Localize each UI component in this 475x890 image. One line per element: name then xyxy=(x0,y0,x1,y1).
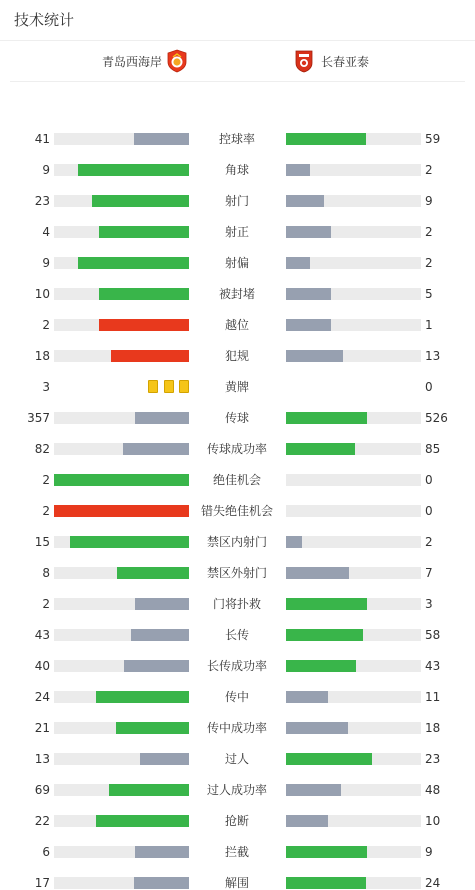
away-stat-bar-fill xyxy=(286,412,367,424)
home-stat-bar xyxy=(54,784,189,796)
away-stat-bar-fill xyxy=(286,536,302,548)
away-stat-value: 0 xyxy=(425,504,433,518)
away-stat-bar xyxy=(286,319,421,331)
away-stat-bar-fill xyxy=(286,350,343,362)
away-stat-value: 2 xyxy=(425,163,433,177)
page-title: 技术统计 xyxy=(0,0,475,41)
stat-row xyxy=(0,349,475,363)
away-stat-bar-fill xyxy=(286,195,324,207)
home-stat-bar-fill xyxy=(96,691,189,703)
stat-label: 越位 xyxy=(224,318,249,332)
stat-row xyxy=(0,380,475,394)
stat-label: 角球 xyxy=(224,163,249,177)
home-stat-bar-fill xyxy=(134,133,189,145)
home-stat-value: 43 xyxy=(34,628,50,642)
home-stat-bar-fill xyxy=(109,784,189,796)
away-stat-bar xyxy=(286,505,421,517)
home-stat-bar xyxy=(54,474,189,486)
away-stat-bar-fill xyxy=(286,257,310,269)
away-stat-value: 18 xyxy=(425,721,441,735)
away-team-badge-icon xyxy=(293,49,315,73)
home-stat-value: 18 xyxy=(34,349,50,363)
home-stat-value: 17 xyxy=(34,876,50,890)
home-stat-bar xyxy=(54,722,189,734)
away-stat-value: 2 xyxy=(425,256,433,270)
stat-row xyxy=(0,597,475,611)
away-stat-value: 3 xyxy=(425,597,433,611)
stat-label: 禁区内射门 xyxy=(206,535,267,549)
stat-row xyxy=(0,442,475,456)
away-stat-bar xyxy=(286,536,421,548)
home-stat-bar xyxy=(54,195,189,207)
stat-row xyxy=(0,690,475,704)
stat-label: 传中 xyxy=(224,690,249,704)
away-stat-bar-fill xyxy=(286,846,367,858)
away-stat-bar xyxy=(286,784,421,796)
away-stat-bar-fill xyxy=(286,164,310,176)
home-stat-bar-fill xyxy=(78,164,189,176)
away-stat-bar-fill xyxy=(286,784,341,796)
home-stat-bar xyxy=(54,598,189,610)
away-stat-value: 0 xyxy=(425,380,433,394)
away-stat-value: 526 xyxy=(425,411,448,425)
away-stat-bar xyxy=(286,598,421,610)
stat-label: 长传成功率 xyxy=(206,659,267,673)
home-stat-bar-fill xyxy=(131,629,189,641)
away-stat-bar-fill xyxy=(286,877,366,889)
away-stat-bar xyxy=(286,660,421,672)
home-stat-value: 9 xyxy=(42,256,50,270)
stat-label: 传中成功率 xyxy=(206,721,267,735)
away-stat-bar xyxy=(286,164,421,176)
away-stat-bar xyxy=(286,567,421,579)
home-stat-bar xyxy=(54,815,189,827)
away-stat-value: 2 xyxy=(425,225,433,239)
stat-row xyxy=(0,132,475,146)
away-stat-bar xyxy=(286,412,421,424)
teams-header xyxy=(10,41,465,82)
stat-row xyxy=(0,225,475,239)
away-stat-bar-fill xyxy=(286,567,349,579)
away-stat-bar xyxy=(286,288,421,300)
away-stat-value: 9 xyxy=(425,845,433,859)
stat-row xyxy=(0,628,475,642)
away-stat-value: 1 xyxy=(425,318,433,332)
away-stat-bar-fill xyxy=(286,133,366,145)
stat-label: 被封堵 xyxy=(218,287,255,301)
home-stat-value: 40 xyxy=(34,659,50,673)
stat-row xyxy=(0,256,475,270)
stat-row xyxy=(0,814,475,828)
stat-label: 抢断 xyxy=(224,814,249,828)
home-stat-bar xyxy=(54,753,189,765)
home-stat-value: 41 xyxy=(34,132,50,146)
home-stat-value: 10 xyxy=(34,287,50,301)
home-stat-value: 6 xyxy=(42,845,50,859)
home-stat-value: 13 xyxy=(34,752,50,766)
away-stat-bar xyxy=(286,226,421,238)
home-stat-bar-fill xyxy=(70,536,189,548)
home-stat-bar-fill xyxy=(96,815,189,827)
away-stat-value: 9 xyxy=(425,194,433,208)
stat-label: 控球率 xyxy=(218,132,255,146)
away-stat-value: 13 xyxy=(425,349,441,363)
away-stat-bar-fill xyxy=(286,753,372,765)
stat-label: 犯规 xyxy=(224,349,249,363)
away-stat-value: 10 xyxy=(425,814,441,828)
stat-label: 解围 xyxy=(224,876,249,890)
home-stat-bar-fill xyxy=(135,846,189,858)
away-stat-bar xyxy=(286,629,421,641)
away-stat-value: 85 xyxy=(425,442,441,456)
stat-label: 错失绝佳机会 xyxy=(200,504,273,518)
stat-row xyxy=(0,411,475,425)
home-stat-bar-fill xyxy=(123,443,189,455)
home-stat-bar-fill xyxy=(135,598,189,610)
away-stat-bar-fill xyxy=(286,660,356,672)
home-stat-value: 357 xyxy=(27,411,50,425)
stat-label: 过人 xyxy=(224,752,249,766)
away-team-name: 长春亚泰 xyxy=(321,54,370,69)
home-stat-bar xyxy=(54,629,189,641)
home-stat-value: 2 xyxy=(42,318,50,332)
stat-row xyxy=(0,721,475,735)
away-stat-bar-fill xyxy=(286,226,331,238)
away-stat-bar-fill xyxy=(286,598,367,610)
away-stat-bar xyxy=(286,815,421,827)
home-stat-bar xyxy=(54,846,189,858)
home-stat-bar xyxy=(54,164,189,176)
stat-label: 拦截 xyxy=(224,845,249,859)
away-team[interactable] xyxy=(293,41,369,81)
stat-label: 黄牌 xyxy=(224,380,249,394)
home-stat-bar xyxy=(54,660,189,672)
away-stat-value: 5 xyxy=(425,287,433,301)
home-stat-bar-fill xyxy=(117,567,189,579)
away-stat-value: 0 xyxy=(425,473,433,487)
stat-label: 门将扑救 xyxy=(212,597,261,611)
home-stat-value: 69 xyxy=(34,783,50,797)
home-stat-bar-fill xyxy=(135,412,189,424)
home-stat-bar xyxy=(54,288,189,300)
away-stat-value: 7 xyxy=(425,566,433,580)
home-stat-value: 2 xyxy=(42,504,50,518)
home-stat-value: 4 xyxy=(42,225,50,239)
home-stat-bar xyxy=(54,412,189,424)
away-stat-bar-fill xyxy=(286,288,331,300)
away-stat-value: 24 xyxy=(425,876,441,890)
away-stat-value: 2 xyxy=(425,535,433,549)
away-stat-bar xyxy=(286,877,421,889)
stat-row xyxy=(0,659,475,673)
home-stat-bar-fill xyxy=(99,319,189,331)
home-stat-bar-fill xyxy=(78,257,189,269)
home-stat-bar xyxy=(54,505,189,517)
away-stat-bar xyxy=(286,350,421,362)
home-stat-bar xyxy=(54,691,189,703)
home-stat-value: 23 xyxy=(34,194,50,208)
stat-label: 射偏 xyxy=(224,256,249,270)
away-stat-bar xyxy=(286,443,421,455)
home-stat-bar xyxy=(54,877,189,889)
home-stat-bar xyxy=(54,443,189,455)
away-stat-value: 58 xyxy=(425,628,441,642)
home-stat-bar-fill xyxy=(140,753,189,765)
home-stat-bar-fill xyxy=(124,660,189,672)
stat-row xyxy=(0,287,475,301)
yellow-cards xyxy=(148,380,189,394)
stat-row xyxy=(0,783,475,797)
away-stat-bar-fill xyxy=(286,319,331,331)
stat-row xyxy=(0,752,475,766)
home-stat-value: 15 xyxy=(34,535,50,549)
away-stat-bar xyxy=(286,257,421,269)
stat-label: 射正 xyxy=(224,225,249,239)
home-stat-bar xyxy=(54,536,189,548)
home-stat-bar-fill xyxy=(99,226,189,238)
away-stat-bar-fill xyxy=(286,815,328,827)
stat-row xyxy=(0,535,475,549)
yellow-card-icon xyxy=(148,380,158,393)
stat-label: 过人成功率 xyxy=(206,783,267,797)
home-stat-bar xyxy=(54,133,189,145)
away-stat-value: 59 xyxy=(425,132,441,146)
away-stat-bar xyxy=(286,195,421,207)
home-team[interactable] xyxy=(102,41,188,81)
home-stat-bar-fill xyxy=(92,195,189,207)
away-stat-bar-fill xyxy=(286,691,328,703)
home-stat-bar-fill xyxy=(99,288,189,300)
home-stat-value: 2 xyxy=(42,473,50,487)
yellow-card-icon xyxy=(164,380,174,393)
home-stat-bar-fill xyxy=(54,474,189,486)
stat-label: 传球成功率 xyxy=(206,442,267,456)
home-stat-value: 21 xyxy=(34,721,50,735)
home-stat-value: 2 xyxy=(42,597,50,611)
home-stat-value: 3 xyxy=(42,380,50,394)
stat-row xyxy=(0,163,475,177)
away-stat-bar xyxy=(286,846,421,858)
stat-label: 传球 xyxy=(224,411,249,425)
yellow-card-icon xyxy=(179,380,189,393)
home-team-name: 青岛西海岸 xyxy=(102,54,163,69)
away-stat-bar xyxy=(286,753,421,765)
stat-label: 射门 xyxy=(224,194,249,208)
away-stat-bar-fill xyxy=(286,443,355,455)
stat-row xyxy=(0,504,475,518)
stat-label: 禁区外射门 xyxy=(206,566,267,580)
home-team-badge-icon xyxy=(166,49,188,73)
away-stat-bar xyxy=(286,722,421,734)
away-stat-value: 11 xyxy=(425,690,441,704)
home-stat-value: 8 xyxy=(42,566,50,580)
home-stat-value: 22 xyxy=(34,814,50,828)
home-stat-bar xyxy=(54,567,189,579)
away-stat-value: 43 xyxy=(425,659,441,673)
home-stat-bar-fill xyxy=(54,505,189,517)
home-stat-bar xyxy=(54,226,189,238)
stat-row xyxy=(0,876,475,890)
home-stat-bar-fill xyxy=(116,722,189,734)
away-stat-bar-fill xyxy=(286,629,363,641)
home-stat-value: 9 xyxy=(42,163,50,177)
stat-label: 长传 xyxy=(224,628,249,642)
home-stat-bar xyxy=(54,319,189,331)
stat-row xyxy=(0,318,475,332)
home-stat-value: 24 xyxy=(34,690,50,704)
stat-row xyxy=(0,566,475,580)
away-stat-bar xyxy=(286,691,421,703)
stat-row xyxy=(0,194,475,208)
away-stat-bar xyxy=(286,474,421,486)
home-stat-bar xyxy=(54,257,189,269)
stat-row xyxy=(0,473,475,487)
away-stat-value: 23 xyxy=(425,752,441,766)
home-stat-value: 82 xyxy=(34,442,50,456)
home-stat-bar-fill xyxy=(111,350,189,362)
home-stat-bar-fill xyxy=(134,877,189,889)
stat-label: 绝佳机会 xyxy=(212,473,261,487)
home-stat-bar xyxy=(54,350,189,362)
away-stat-value: 48 xyxy=(425,783,441,797)
away-stat-bar-fill xyxy=(286,722,348,734)
away-stat-bar xyxy=(286,133,421,145)
